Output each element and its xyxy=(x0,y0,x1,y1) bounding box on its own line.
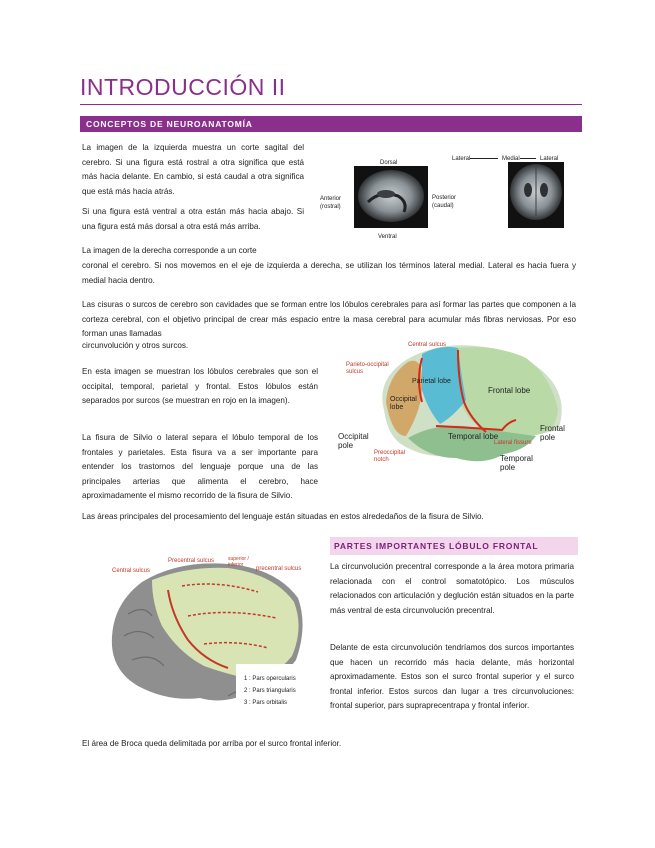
section-heading-neuroanatomia: CONCEPTOS DE NEUROANATOMÍA xyxy=(80,116,582,132)
label-ventral: Ventral xyxy=(378,234,397,240)
title-divider xyxy=(80,104,582,105)
label-lateral-left: Lateral xyxy=(452,156,471,162)
page-title: INTRODUCCIÓN II xyxy=(80,74,286,100)
label-occipital-pole: Occipital pole xyxy=(338,432,369,450)
mri-figure xyxy=(320,150,580,242)
paragraph-ventral-dorsal: Si una figura está ventral a otra están más hacia abajo. Si una figura está más dorsal a otra está más arriba. xyxy=(82,207,304,231)
label-occipital-lobe: Occipital lobe xyxy=(390,396,417,411)
legend-pars-opercularis: 1 : Pars opercularis xyxy=(244,676,296,682)
paragraph-surcos-frontales: Delante de esta circunvolución tendríamos dos surcos importantes que hacen un recorrido más hacia delante, más horizontal aproximadamente. Estos son el surco frontal superior y el surco frontal inferior. Estos surcos dan lugar a tres circunvoluciones: frontal superior, pars supraprecentrapa y frontal inferior. xyxy=(330,643,574,711)
paragraph-coronal-start: La imagen de la derecha corresponde a un corte xyxy=(82,246,257,255)
label-central-sulcus-2: Central sulcus xyxy=(112,568,151,574)
label-preoccipital-notch: Preoccipital notch xyxy=(374,450,406,463)
paragraph-silvio: La fisura de Silvio o lateral separa el lóbulo temporal de los frontales y parietales. Esta fisura va a ser importante para entender los trastornos del lenguaje porque una de las principales arterias que alimenta el cerebro, hace aproximadamente el mismo recorrido de la fisura de Silvio. xyxy=(82,433,318,501)
label-frontal-lobe: Frontal lobe xyxy=(488,386,531,395)
label-parietal-lobe: Parietal lobe xyxy=(412,378,451,385)
section-heading-lobulo-frontal: PARTES IMPORTANTES LÓBULO FRONTAL xyxy=(330,537,578,555)
label-superior-inferior: superior / inferior xyxy=(228,556,249,568)
label-central-sulcus: Central sulcus xyxy=(408,342,447,348)
label-medial: Medial xyxy=(502,156,520,162)
paragraph-cisuras-end: circunvolución y otros surcos. xyxy=(82,341,189,350)
label-anterior: Anterior (rostral) xyxy=(320,196,342,210)
paragraph-precentral: La circunvolución precentral corresponde a la área motora primaria relacionada con el control somatotópico. Los músculos relacionados con articulación y deglución están situados en la parte más ventral de esta circunvolución precentral. xyxy=(330,562,574,615)
label-precentral-right: precentral sulcus xyxy=(256,566,302,572)
label-frontal-pole: Frontal pole xyxy=(540,424,565,442)
paragraph-sagital: La imagen de la izquierda muestra un corte sagital del cerebro. Si una figura está rostral a otra significa que está más hacia delante. En cambio, si está caudal a otra significa que está más hacia atrás. xyxy=(82,143,304,196)
label-temporal-lobe: Temporal lobe xyxy=(448,432,499,441)
paragraph-areas-lenguaje: Las áreas principales del procesamiento del lenguaje están situadas en estos alrededaños de la fisura de Silvio. xyxy=(82,512,484,521)
paragraph-lobulos: En esta imagen se muestran los lóbulos cerebrales que son el occipital, temporal, parietal y frontal. Estos lóbulos están separados por surcos (se muestran en rojo en la imagen). xyxy=(82,367,318,406)
label-lateral-right: Lateral xyxy=(540,156,559,162)
brain-lobes-figure xyxy=(336,340,581,475)
arrow-left-line xyxy=(470,158,498,159)
label-parieto-occipital: Parieto-occipital sulcus xyxy=(346,362,389,375)
label-lateral-fissure: Lateral fissure xyxy=(494,440,532,446)
legend-pars-orbitalis: 3 : Pars orbitalis xyxy=(244,700,288,706)
arrow-right-line xyxy=(520,158,536,159)
paragraph-broca: El área de Broca queda delimitada por arriba por el surco frontal inferior. xyxy=(82,739,342,748)
broca-area-figure xyxy=(108,556,308,716)
label-temporal-pole: Temporal pole xyxy=(500,454,533,472)
label-posterior: Posterior (caudal) xyxy=(432,195,457,209)
legend-pars-triangularis: 2 : Pars triangularis xyxy=(244,688,296,694)
label-precentral-sulcus: Precentral sulcus xyxy=(168,558,215,564)
label-dorsal: Dorsal xyxy=(380,160,398,166)
paragraph-cisuras: Las cisuras o surcos de cerebro son cavidades que se forman entre los lóbulos cerebrales para así formar las partes que componen a la corteza cerebral, con el objetivo principal de crear más espacio entre la masa cerebral para acumular más fibras nerviosas. Por eso forman unas llamadas xyxy=(82,300,576,339)
paragraph-coronal-rest: coronal el cerebro. Si nos movemos en el eje de izquierda a derecha, se utilizan los términos lateral medial. Lateral es hacia fuera y medial hacia dentro. xyxy=(82,261,576,285)
